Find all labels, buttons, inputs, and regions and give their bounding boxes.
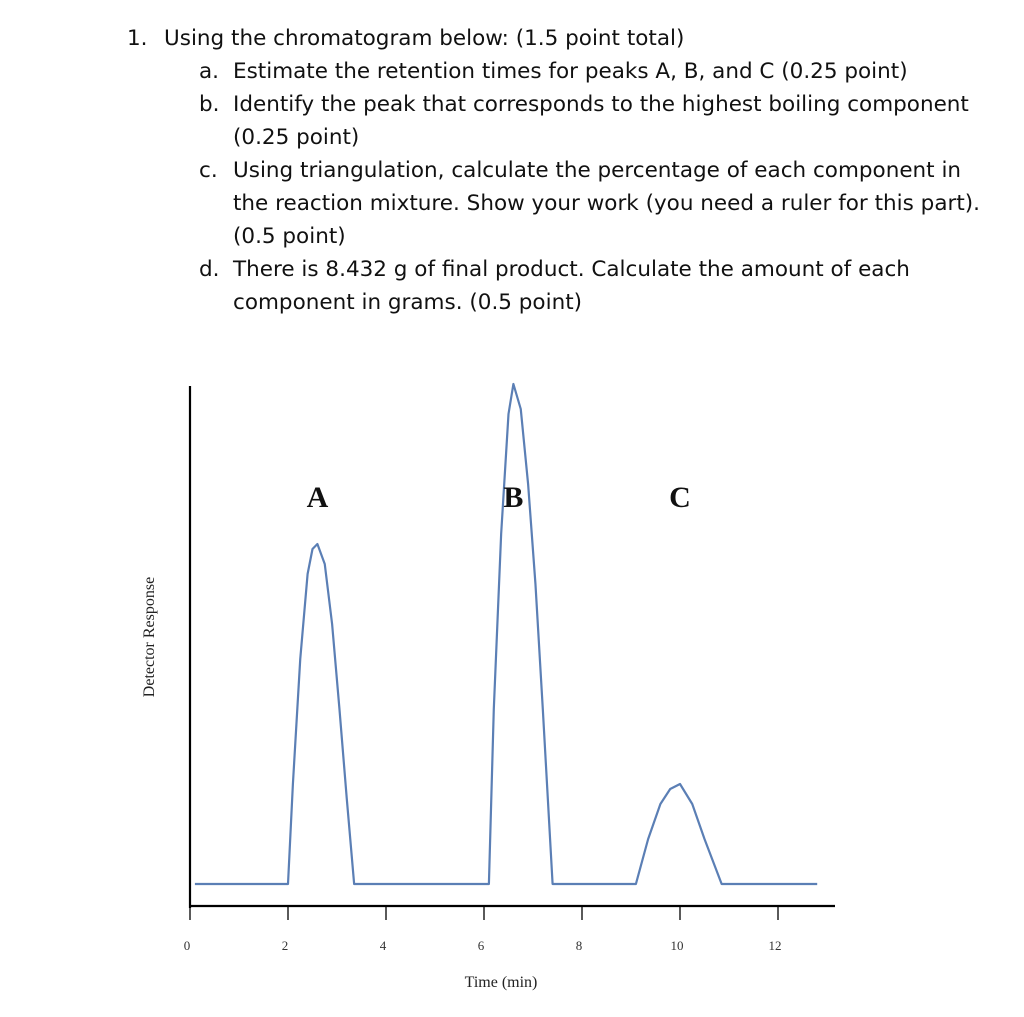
x-axis-label: Time (min) bbox=[464, 974, 538, 991]
part-letter: d. bbox=[199, 257, 220, 282]
part-letter: c. bbox=[199, 158, 218, 183]
peak-label-a: A bbox=[306, 481, 329, 514]
part-letter: a. bbox=[199, 59, 220, 84]
series-line-signal bbox=[195, 384, 817, 884]
question-number: 1. bbox=[127, 26, 148, 51]
x-tick-label: 4 bbox=[379, 938, 387, 953]
y-axis-label: Detector Response bbox=[141, 576, 158, 698]
part-letter: b. bbox=[199, 92, 220, 117]
x-tick-label: 2 bbox=[281, 938, 289, 953]
peak-label-c: C bbox=[669, 481, 691, 514]
peak-label-b: B bbox=[503, 481, 524, 514]
part-text: There is 8.432 g of final product. Calculate the amount of each component in grams. (0.5 point) bbox=[233, 257, 910, 315]
part-text: Estimate the retention times for peaks A, B, and C (0.25 point) bbox=[233, 59, 908, 84]
question-prompt: Using the chromatogram below: (1.5 point total) bbox=[164, 26, 685, 51]
peak-labels bbox=[307, 481, 691, 514]
x-tick-label: 6 bbox=[477, 938, 485, 953]
x-tick-label: 8 bbox=[575, 938, 583, 953]
chart-axes bbox=[189, 386, 835, 908]
part-text: Identify the peak that corresponds to the highest boiling component (0.25 point) bbox=[233, 92, 969, 150]
x-tick-label: 10 bbox=[670, 938, 684, 953]
part-text: Using triangulation, calculate the percentage of each component in the reaction mixture. Show your work (you need a ruler for this part). (0.5 point) bbox=[233, 158, 980, 249]
x-tick-label: 0 bbox=[183, 938, 191, 953]
chart-ticks bbox=[184, 906, 782, 953]
x-tick-label: 12 bbox=[768, 938, 782, 953]
